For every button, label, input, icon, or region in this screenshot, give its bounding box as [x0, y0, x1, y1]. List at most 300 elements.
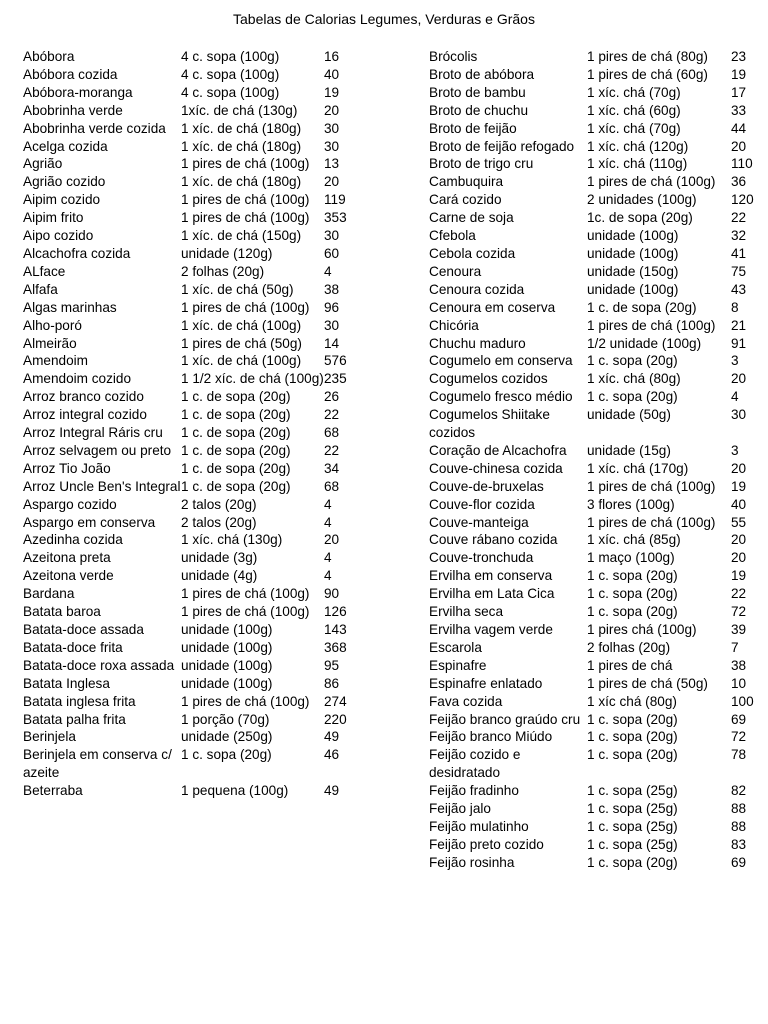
table-row [23, 514, 364, 532]
calorie-table-right [429, 48, 764, 872]
table-row [429, 836, 764, 854]
food-name-cell: Almeirão [23, 335, 77, 351]
portion-cell: unidade (150g) [587, 263, 679, 279]
food-name-cell: Cenoura [429, 263, 482, 279]
portion-cell: 1 xíc. chá (130g) [181, 532, 283, 548]
calories-cell: 19 [731, 568, 747, 584]
table-row [23, 675, 364, 693]
portion-cell: 1 porção (70g) [181, 711, 270, 727]
table-row [23, 66, 364, 84]
portion-cell: 2 unidades (100g) [587, 192, 697, 208]
portion-cell: 2 talos (20g) [181, 496, 257, 512]
food-name-cell: Acelga cozida [23, 138, 108, 154]
calories-cell: 95 [324, 657, 340, 673]
portion-cell: 1 1/2 xíc. de chá (100g) [181, 371, 324, 387]
table-row [23, 442, 364, 460]
food-name-cell: Chuchu maduro [429, 335, 526, 351]
calories-cell: 19 [731, 478, 747, 494]
table-row [429, 782, 764, 800]
calories-cell: 32 [731, 228, 747, 244]
table-row [23, 281, 364, 299]
portion-cell: 1 xíc. de chá (150g) [181, 228, 302, 244]
food-name-cell: Cogumelo fresco médio [429, 389, 573, 405]
food-name-cell: Agrião [23, 156, 63, 172]
table-row [429, 728, 764, 746]
calories-cell: 41 [731, 245, 747, 261]
food-name-cell: Espinafre enlatado [429, 675, 543, 691]
portion-cell: 1 xíc. chá (110g) [587, 156, 688, 172]
page-title: Tabelas de Calorias Legumes, Verduras e Grãos [233, 11, 535, 27]
food-name-cell: Batata-doce roxa assada [23, 657, 175, 673]
table-row [23, 621, 364, 639]
calories-cell: 83 [731, 836, 747, 852]
calories-cell: 368 [324, 639, 347, 655]
table-row [23, 388, 364, 406]
calories-cell: 30 [324, 120, 340, 136]
portion-cell: 1 c. de sopa (20g) [181, 478, 291, 494]
food-name-cell: ALface [23, 263, 66, 279]
calories-cell: 13 [324, 156, 340, 172]
calories-cell: 16 [324, 49, 340, 64]
food-name-cell: Fava cozida [429, 693, 503, 709]
portion-cell: 1 pires de chá (100g) [587, 514, 716, 530]
portion-cell: unidade (100g) [587, 245, 679, 261]
food-name-cell: Aspargo cozido [23, 496, 117, 512]
food-name-cell: Ervilha em conserva [429, 568, 553, 584]
food-name-cell: Cará cozido [429, 192, 502, 208]
food-name-cell: Amendoim [23, 353, 88, 369]
table-row [429, 66, 764, 84]
calories-cell: 38 [324, 281, 340, 297]
calories-cell: 4 [324, 514, 332, 530]
calories-cell: 3 [731, 442, 739, 458]
calories-cell: 10 [731, 675, 747, 691]
portion-cell: 1 pires de chá (100g) [181, 586, 310, 602]
calories-cell: 30 [324, 317, 340, 333]
portion-cell: 1 c. sopa (20g) [587, 389, 678, 405]
food-name-cell: Couve-tronchuda [429, 550, 534, 566]
table-row [23, 711, 364, 729]
calories-cell: 19 [731, 66, 747, 82]
portion-cell: unidade (50g) [587, 407, 671, 423]
food-name-cell: Arroz branco cozido [23, 389, 144, 405]
table-row [23, 227, 364, 245]
table-row [429, 621, 764, 639]
table-row [429, 746, 764, 782]
calories-cell: 274 [324, 693, 347, 709]
portion-cell: 4 c. sopa (100g) [181, 84, 280, 100]
portion-cell: unidade (100g) [181, 622, 273, 637]
portion-cell: unidade (120g) [181, 245, 273, 261]
food-name-cell: Arroz integral cozido [23, 407, 147, 423]
portion-cell: 1 c. sopa (20g) [587, 568, 678, 584]
portion-cell: 1 pires de chá (100g) [587, 174, 716, 190]
food-name-cell: Aipim frito [23, 210, 84, 226]
portion-cell: 1 xíc. chá (80g) [587, 371, 681, 387]
table-row [23, 460, 364, 478]
portion-cell: 1/2 unidade (100g) [587, 335, 702, 351]
table-row [23, 120, 364, 138]
calories-cell: 88 [731, 801, 747, 817]
table-row [429, 585, 764, 603]
food-name-cell: Couve-flor cozida [429, 496, 535, 512]
table-row [23, 102, 364, 120]
food-name-cell: Feijão jalo [429, 801, 491, 817]
portion-cell: 1 c. sopa (20g) [587, 604, 678, 620]
food-name-cell: Feijão rosinha [429, 854, 515, 870]
table-row [429, 442, 764, 460]
calories-cell: 20 [731, 371, 747, 387]
calories-cell: 34 [324, 460, 340, 476]
portion-cell: 1 c. sopa (20g) [587, 353, 678, 369]
food-name-cell: Broto de feijão refogado [429, 138, 575, 154]
portion-cell: unidade (250g) [181, 729, 273, 745]
calories-cell: 4 [324, 550, 332, 566]
calories-cell: 110 [731, 156, 753, 172]
table-row [429, 84, 764, 102]
portion-cell: 1 pires de chá (100g) [181, 156, 310, 172]
food-name-cell: Batata-doce frita [23, 639, 123, 655]
food-name-cell: Ervilha seca [429, 604, 504, 620]
portion-cell: 1 pires de chá (100g) [181, 693, 310, 709]
portion-cell: 1 c. de sopa (20g) [181, 407, 291, 423]
table-row [23, 84, 364, 102]
calories-cell: 119 [324, 192, 346, 208]
table-row [429, 335, 764, 353]
food-name-cell: Broto de trigo cru [429, 156, 534, 172]
calories-cell: 100 [731, 693, 754, 709]
calories-cell: 72 [731, 729, 747, 745]
table-row [429, 138, 764, 156]
food-name-cell: Bardana [23, 586, 75, 602]
table-row [429, 120, 764, 138]
portion-cell: 1 c. de sopa (20g) [181, 442, 291, 458]
table-row [429, 639, 764, 657]
table-row [23, 746, 364, 782]
food-name-cell: Abobrinha verde [23, 102, 123, 118]
portion-cell: 1xíc. de chá (130g) [181, 102, 298, 118]
table-row [429, 693, 764, 711]
food-name-cell: Couve rábano cozida [429, 532, 558, 548]
portion-cell: 1 pires de chá (100g) [181, 192, 310, 208]
table-row [429, 191, 764, 209]
portion-cell: 1 xíc. de chá (180g) [181, 120, 302, 136]
portion-cell: 4 c. sopa (100g) [181, 49, 280, 64]
portion-cell: 1 pires de chá (80g) [587, 49, 708, 64]
calories-cell: 20 [324, 174, 340, 190]
portion-cell: 1 xíc. chá (70g) [587, 120, 681, 136]
calories-cell: 43 [731, 281, 747, 297]
food-name-cell: Batata palha frita [23, 711, 126, 727]
right-table-body [429, 48, 764, 872]
table-row [429, 317, 764, 335]
calories-cell: 22 [731, 210, 747, 226]
calories-cell: 20 [731, 460, 747, 476]
food-name-cell: Alho-poró [23, 317, 82, 333]
portion-cell: unidade (100g) [181, 657, 273, 673]
table-row [23, 496, 364, 514]
table-row [429, 227, 764, 245]
portion-cell: 1 c. sopa (20g) [181, 747, 272, 763]
food-name-cell: Broto de chuchu [429, 102, 528, 118]
calories-cell: 69 [731, 854, 747, 870]
calories-cell: 49 [324, 729, 340, 745]
calories-cell: 20 [731, 532, 747, 548]
calories-cell: 4 [731, 389, 739, 405]
calories-cell: 91 [731, 335, 747, 351]
calories-cell: 96 [324, 299, 340, 315]
portion-cell: 1 c. sopa (25g) [587, 818, 678, 834]
food-name-cell: Ervilha em Lata Cica [429, 586, 555, 602]
portion-cell: 1 xíc. chá (85g) [587, 532, 681, 548]
table-row [23, 531, 364, 549]
food-name-cell: Broto de bambu [429, 84, 526, 100]
portion-cell: 1 pires de chá (100g) [181, 299, 310, 315]
food-name-cell: Azedinha cozida [23, 532, 123, 548]
left-table-body [23, 48, 364, 800]
portion-cell: 1 xíc. de chá (50g) [181, 281, 294, 297]
food-name-cell: Aipim cozido [23, 192, 101, 208]
table-row [429, 603, 764, 621]
food-name-cell: Cebola cozida [429, 245, 516, 261]
table-row [23, 782, 364, 800]
calories-cell: 60 [324, 245, 340, 261]
food-name-cell: Feijão cozido e desidratado [429, 747, 521, 781]
table-row [23, 406, 364, 424]
calories-cell: 576 [324, 353, 347, 369]
food-name-cell: Batata Inglesa [23, 675, 110, 691]
table-row [429, 352, 764, 370]
table-row [429, 854, 764, 872]
calories-cell: 353 [324, 210, 347, 226]
portion-cell: 1 c. sopa (25g) [587, 836, 678, 852]
portion-cell: unidade (100g) [181, 675, 273, 691]
calories-cell: 21 [731, 317, 747, 333]
calories-cell: 82 [731, 783, 747, 799]
calories-cell: 20 [731, 138, 747, 154]
portion-cell: 4 c. sopa (100g) [181, 66, 280, 82]
table-row [429, 818, 764, 836]
food-name-cell: Cenoura cozida [429, 281, 525, 297]
portion-cell: 1 c. sopa (25g) [587, 801, 678, 817]
calories-cell: 46 [324, 747, 340, 763]
portion-cell: 1 c. sopa (20g) [587, 747, 678, 763]
calories-cell: 49 [324, 783, 340, 799]
portion-cell: 1 pires de chá (100g) [181, 210, 310, 226]
food-name-cell: Couve-de-bruxelas [429, 478, 544, 494]
table-row [429, 102, 764, 120]
food-name-cell: Ervilha vagem verde [429, 622, 553, 637]
portion-cell: 1 c. sopa (20g) [587, 854, 678, 870]
calories-cell: 22 [324, 442, 340, 458]
food-name-cell: Couve-manteiga [429, 514, 529, 530]
portion-cell: 1 xíc. chá (70g) [587, 84, 681, 100]
portion-cell: 1 xíc. de chá (180g) [181, 138, 302, 154]
portion-cell: unidade (4g) [181, 568, 258, 584]
table-row [429, 245, 764, 263]
calories-cell: 7 [731, 639, 739, 655]
table-row [429, 263, 764, 281]
table-row [429, 514, 764, 532]
portion-cell: 1c. de sopa (20g) [587, 210, 693, 226]
portion-cell: 1 pires de chá (50g) [181, 335, 302, 351]
food-name-cell: Abóbora cozida [23, 66, 118, 82]
calories-cell: 40 [324, 66, 340, 82]
table-row [23, 693, 364, 711]
calories-cell: 30 [324, 228, 340, 244]
portion-cell: 1 pires de chá [587, 657, 673, 673]
food-name-cell: Chicória [429, 317, 479, 333]
food-name-cell: Cogumelos cozidos [429, 371, 548, 387]
table-row [429, 460, 764, 478]
food-name-cell: Beterraba [23, 783, 83, 799]
table-row [23, 728, 364, 746]
food-name-cell: Feijão branco graúdo cru [429, 711, 581, 727]
table-row [23, 317, 364, 335]
table-row [429, 48, 764, 66]
portion-cell: 2 folhas (20g) [587, 639, 671, 655]
table-row [429, 478, 764, 496]
table-row [23, 335, 364, 353]
table-row [23, 603, 364, 621]
calories-cell: 4 [324, 263, 332, 279]
food-name-cell: Azeitona preta [23, 550, 111, 566]
calories-cell: 38 [731, 657, 747, 673]
table-row [23, 155, 364, 173]
calories-cell: 22 [324, 407, 340, 423]
food-name-cell: Alfafa [23, 281, 58, 297]
food-name-cell: Abobrinha verde cozida [23, 120, 166, 136]
table-row [429, 549, 764, 567]
calories-cell: 68 [324, 478, 340, 494]
portion-cell: 1 c. de sopa (20g) [587, 299, 697, 315]
food-name-cell: Brócolis [429, 49, 478, 64]
table-row [429, 173, 764, 191]
calories-cell: 30 [324, 138, 340, 154]
portion-cell: 1 pires chá (100g) [587, 622, 697, 637]
calories-cell: 126 [324, 604, 347, 620]
table-row [429, 209, 764, 227]
portion-cell: 1 pires de chá (100g) [587, 317, 716, 333]
food-name-cell: Broto de abóbora [429, 66, 535, 82]
calories-cell: 20 [731, 550, 747, 566]
food-name-cell: Agrião cozido [23, 174, 106, 190]
portion-cell: 2 folhas (20g) [181, 263, 265, 279]
food-name-cell: Broto de feijão [429, 120, 517, 136]
food-name-cell: Cambuquira [429, 174, 504, 190]
food-name-cell: Coração de Alcachofra [429, 442, 567, 458]
table-row [23, 352, 364, 370]
food-name-cell: Batata inglesa frita [23, 693, 136, 709]
calories-cell: 39 [731, 622, 747, 637]
food-name-cell: Cenoura em coserva [429, 299, 556, 315]
food-name-cell: Abóbora-moranga [23, 84, 133, 100]
calories-cell: 14 [324, 335, 340, 351]
table-row [429, 657, 764, 675]
calories-cell: 20 [324, 102, 340, 118]
food-name-cell: Batata baroa [23, 604, 101, 620]
portion-cell: 1 pires de chá (50g) [587, 675, 708, 691]
calories-cell: 68 [324, 425, 340, 441]
calories-cell: 88 [731, 818, 747, 834]
calories-cell: 33 [731, 102, 747, 118]
calories-cell: 23 [731, 49, 747, 64]
table-row [23, 424, 364, 442]
portion-cell: unidade (3g) [181, 550, 258, 566]
calories-cell: 22 [731, 586, 747, 602]
table-row [23, 263, 364, 281]
food-name-cell: Espinafre [429, 657, 487, 673]
portion-cell: 1 xíc. chá (120g) [587, 138, 689, 154]
table-row [429, 388, 764, 406]
table-row [23, 299, 364, 317]
food-name-cell: Feijão fradinho [429, 783, 519, 799]
table-row [23, 138, 364, 156]
calories-cell: 220 [324, 711, 347, 727]
calories-cell: 75 [731, 263, 747, 279]
table-row [23, 567, 364, 585]
table-row [23, 639, 364, 657]
table-row [23, 585, 364, 603]
food-name-cell: Berinjela [23, 729, 76, 745]
portion-cell: 1 c. sopa (20g) [587, 729, 678, 745]
calories-cell: 40 [731, 496, 747, 512]
portion-cell: 3 flores (100g) [587, 496, 675, 512]
portion-cell: unidade (100g) [181, 639, 273, 655]
calories-cell: 36 [731, 174, 747, 190]
portion-cell: 1 pequena (100g) [181, 783, 289, 799]
food-name-cell: Cfebola [429, 228, 476, 244]
table-row [429, 711, 764, 729]
table-row [429, 406, 764, 442]
food-name-cell: Cogumelo em conserva [429, 353, 573, 369]
calories-cell: 19 [324, 84, 340, 100]
table-row [429, 675, 764, 693]
calories-cell: 8 [731, 299, 739, 315]
table-row [429, 800, 764, 818]
left-column [23, 48, 368, 800]
portion-cell: 1 xíc. de chá (180g) [181, 174, 302, 190]
table-row [23, 48, 364, 66]
table-row [23, 245, 364, 263]
table-row [23, 173, 364, 191]
portion-cell: 1 xíc. de chá (100g) [181, 353, 302, 369]
calories-cell: 44 [731, 120, 747, 136]
calories-cell: 4 [324, 496, 332, 512]
calories-cell: 78 [731, 747, 747, 763]
portion-cell: unidade (100g) [587, 281, 679, 297]
calories-cell: 3 [731, 353, 739, 369]
food-name-cell: Couve-chinesa cozida [429, 460, 563, 476]
table-row [23, 191, 364, 209]
portion-cell: 1 xíc. chá (60g) [587, 102, 681, 118]
portion-cell: 1 c. de sopa (20g) [181, 425, 291, 441]
portion-cell: 1 xíc. de chá (100g) [181, 317, 302, 333]
portion-cell: 2 talos (20g) [181, 514, 257, 530]
food-name-cell: Arroz selvagem ou preto [23, 442, 172, 458]
table-row [23, 549, 364, 567]
table-row [23, 657, 364, 675]
portion-cell: 1 pires de chá (100g) [587, 478, 716, 494]
calories-cell: 90 [324, 586, 340, 602]
calories-cell: 20 [324, 532, 340, 548]
calories-cell: 4 [324, 568, 332, 584]
food-name-cell: Alcachofra cozida [23, 245, 131, 261]
portion-cell: unidade (15g) [587, 442, 671, 458]
calories-cell: 69 [731, 711, 747, 727]
food-name-cell: Abóbora [23, 49, 75, 64]
table-row [23, 370, 364, 388]
